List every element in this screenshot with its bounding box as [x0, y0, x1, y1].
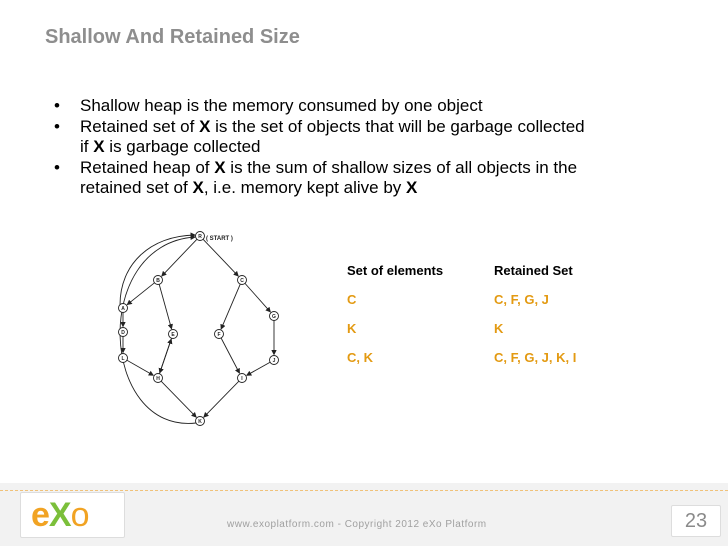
- page-number: 23: [684, 510, 708, 532]
- graph-node-label: H: [156, 376, 160, 382]
- graph-node-label: G: [272, 314, 276, 320]
- exo-logo: [20, 492, 125, 538]
- graph-edge: [120, 235, 195, 305]
- graph-node-label: R: [198, 234, 202, 240]
- column-header-set: Set of elements: [347, 263, 444, 278]
- footer-copyright: www.exoplatform.com - Copyright 2012 eXo Platform: [227, 519, 487, 530]
- graph-node-label: B: [156, 278, 160, 284]
- graph-edge: [247, 362, 270, 375]
- slide-title: Shallow And Retained Size: [45, 26, 300, 48]
- bullet-line: Shallow heap is the memory consumed by one object: [80, 96, 483, 115]
- graph-node-label: L: [121, 356, 125, 362]
- graph-edge: [204, 381, 239, 417]
- table-cell-set: K: [347, 321, 357, 336]
- graph-node-label: K: [198, 419, 202, 425]
- table-cell-set: C: [347, 292, 357, 307]
- graph-node-label: D: [121, 330, 125, 336]
- column-header-retained: Retained Set: [494, 263, 573, 278]
- graph-node-label: F: [217, 332, 221, 338]
- footer-divider: [0, 490, 728, 491]
- table-cell-retained: C, F, G, J, K, I: [494, 350, 577, 365]
- start-label: ( START ): [206, 236, 233, 242]
- bullet-item: • Retained set of X is the set of objects that will be garbage collected if X is garbage collected: [54, 116, 585, 156]
- bullet-line: retained set of X, i.e. memory kept alive by X: [80, 178, 418, 197]
- graph-node-label: I: [241, 376, 243, 382]
- bullet-item: • Shallow heap is the memory consumed by one object: [54, 96, 483, 115]
- graph-edge: [159, 339, 171, 374]
- bullet-line: if X is garbage collected: [80, 137, 261, 156]
- graph-edge: [159, 284, 171, 328]
- graph-node-label: C: [240, 278, 244, 284]
- graph-edge: [221, 284, 240, 329]
- page-number-box: [671, 505, 721, 537]
- table-cell-set: C, K: [347, 350, 373, 365]
- bullet-line: Retained heap of X is the sum of shallow sizes of all objects in the: [80, 157, 578, 177]
- logo-letter-e: e: [31, 496, 49, 534]
- graph-node-label: A: [121, 306, 125, 312]
- table-cell-retained: K: [494, 321, 504, 336]
- graph-edge: [221, 338, 239, 373]
- graph-node-label: J: [272, 358, 276, 364]
- graph-edge: [161, 381, 196, 417]
- logo-letter-x: X: [48, 496, 71, 534]
- graph-edge: [127, 360, 153, 375]
- logo-letter-o: o: [70, 496, 89, 534]
- table-cell-retained: C, F, G, J: [494, 292, 549, 307]
- bullet-list: [54, 96, 704, 199]
- graph-edge: [127, 283, 154, 305]
- bullet-line: Retained set of X is the set of objects that will be garbage collected: [80, 116, 585, 136]
- object-graph: [100, 224, 315, 434]
- graph-edge: [162, 239, 197, 276]
- graph-edge: [245, 283, 270, 312]
- graph-edge: [203, 239, 238, 276]
- graph-node-label: E: [171, 332, 175, 338]
- bullet-item: • Retained heap of X is the sum of shallow sizes of all objects in the retained set of X, i.e. memory kept alive by X: [54, 157, 578, 197]
